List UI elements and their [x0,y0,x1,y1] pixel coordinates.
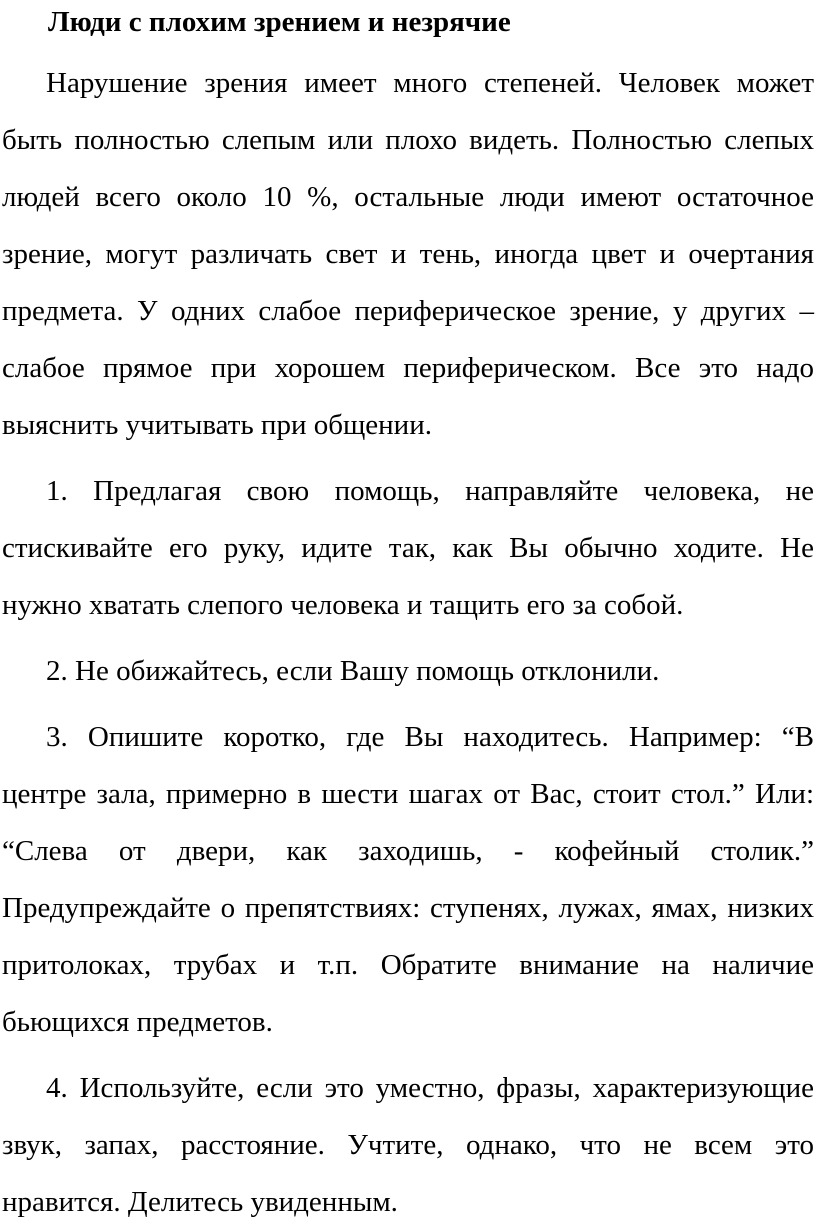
tip-paragraph-2: 2. Не обижайтесь, если Вашу помощь отклонили. [46,655,660,687]
tip-paragraph-1: 1. Предлагая свою помощь, направляйте человека, не стискивайте его руку, идите так, как Вы обычно ходите. Не нужно хватать слепого человека и тащить его за собой. [2,475,814,621]
document-title: Люди с плохим зрением и незрячие [48,6,511,38]
intro-paragraph: Нарушение зрения имеет много степеней. Человек может быть полностью слепым или плохо видеть. Полностью слепых людей всего около 10 %, остальные люди имеют остаточное зрение, могут различать свет и тень, иногда цвет и очертания предмета. У одних слабое периферическое зрение, у других – слабое прямое при хорошем периферическом. Все это надо выяснить учитывать при общении. [2,67,814,441]
tip-paragraph-4: 4. Используйте, если это уместно, фразы, характеризующие звук, запах, расстояние. Учтите, однако, что не всем это нравится. Делитесь увиденным. [2,1072,814,1218]
tip-paragraph-3: 3. Опишите коротко, где Вы находитесь. Например: “В центре зала, примерно в шести шагах от Вас, стоит стол.” Или: “Слева от двери, как заходишь, - кофейный столик.” Предупреждайте о препятствиях: ступенях, лужах, ямах, низких притолоках, трубах и т.п. Обратите внимание на наличие бьющихся предметов. [2,721,814,1038]
